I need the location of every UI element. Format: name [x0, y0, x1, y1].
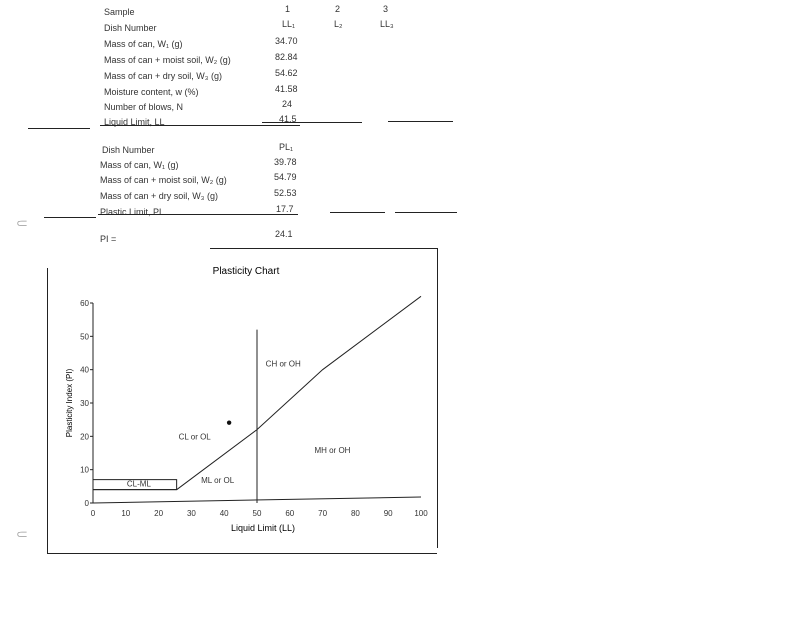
t2-dish-number-value: PL₁ — [279, 142, 294, 152]
y-tick-label: 60 — [80, 299, 89, 308]
x-tick-label: 50 — [252, 509, 262, 518]
t2-dish-number-label: Dish Number — [102, 145, 155, 155]
t2-row-label: Mass of can + moist soil, W₂ (g) — [100, 175, 227, 185]
a-line — [177, 296, 421, 489]
x-axis-ticks — [91, 509, 428, 518]
x-tick-label: 30 — [186, 509, 196, 518]
header-col-2: 2 — [335, 4, 341, 14]
plastic-limit-label: Plastic Limit, PL — [100, 207, 165, 217]
t1-row-value: 34.70 — [275, 36, 298, 46]
y-tick-label: 10 — [80, 465, 89, 475]
y-tick-label: 30 — [80, 399, 89, 408]
y-tick-label: 40 — [80, 365, 89, 375]
x-tick-label: 10 — [121, 509, 131, 518]
dish-number-col-3: LL₃ — [380, 19, 394, 29]
t1-row-value: 54.62 — [275, 68, 298, 78]
region-label: MH or OH — [314, 446, 351, 455]
data-points — [227, 420, 231, 424]
y-tick-label: 20 — [80, 432, 89, 442]
plasticity-index-label: PI = — [100, 234, 117, 244]
liquid-limit-value: 41.5 — [279, 114, 297, 124]
dish-number-label: Dish Number — [104, 23, 157, 33]
t1-row-value: 41.58 — [275, 84, 298, 94]
t2-row-label: Mass of can, W₁ (g) — [100, 160, 179, 170]
y-axis-label: Plasticity Index (PI) — [65, 368, 74, 438]
x-tick-label: 60 — [285, 509, 295, 518]
y-axis-ticks — [80, 299, 93, 508]
header-col-1: 1 — [285, 4, 291, 14]
dish-number-col-2: L₂ — [334, 19, 343, 29]
dish-number-col-1: LL₁ — [282, 19, 296, 29]
scan-punch-mark: ⸦ — [14, 216, 31, 233]
header-col-3: 3 — [383, 4, 389, 14]
t2-row-value: 39.78 — [274, 157, 297, 167]
x-tick-label: 70 — [318, 509, 328, 518]
region-label: CH or OH — [265, 359, 301, 369]
chart-title: Plasticity Chart — [212, 266, 280, 277]
liquid-limit-label: Liquid Limit, LL — [104, 117, 165, 127]
t1-row-label: Moisture content, w (%) — [104, 87, 199, 97]
chart-lines — [93, 296, 421, 503]
t2-row-value: 54.79 — [274, 172, 297, 182]
region-label: CL or OL — [178, 432, 211, 442]
x-tick-label: 90 — [383, 509, 393, 518]
t2-row-label: Mass of can + dry soil, W₃ (g) — [100, 191, 218, 201]
region-labels — [127, 359, 351, 488]
y-tick-label: 0 — [84, 499, 89, 508]
data-point — [227, 420, 231, 424]
t1-row-label: Mass of can + moist soil, W₂ (g) — [104, 55, 231, 65]
y-tick-label: 50 — [80, 332, 89, 342]
plastic-limit-value: 17.7 — [276, 204, 294, 214]
x-tick-label: 0 — [90, 509, 96, 518]
t1-row-value: 82.84 — [275, 52, 298, 62]
t1-row-label: Mass of can + dry soil, W₃ (g) — [104, 71, 222, 81]
t1-row-label: Number of blows, N — [104, 102, 184, 112]
x-tick-label: 80 — [350, 509, 360, 518]
t1-row-value: 24 — [282, 99, 293, 109]
region-label: CL-ML — [126, 479, 151, 489]
t1-row-label: Mass of can, W₁ (g) — [104, 39, 183, 49]
x-tick-label: 100 — [414, 509, 428, 518]
x-tick-label: 40 — [219, 509, 229, 518]
header-sample-label: Sample — [104, 7, 135, 17]
scan-punch-mark: ⸦ — [14, 527, 31, 544]
x-axis-label: Liquid Limit (LL) — [230, 523, 296, 533]
plasticity-index-value: 24.1 — [275, 229, 293, 239]
x-tick-label: 20 — [154, 509, 164, 518]
t2-row-value: 52.53 — [274, 188, 297, 198]
region-label: ML or OL — [201, 476, 235, 485]
